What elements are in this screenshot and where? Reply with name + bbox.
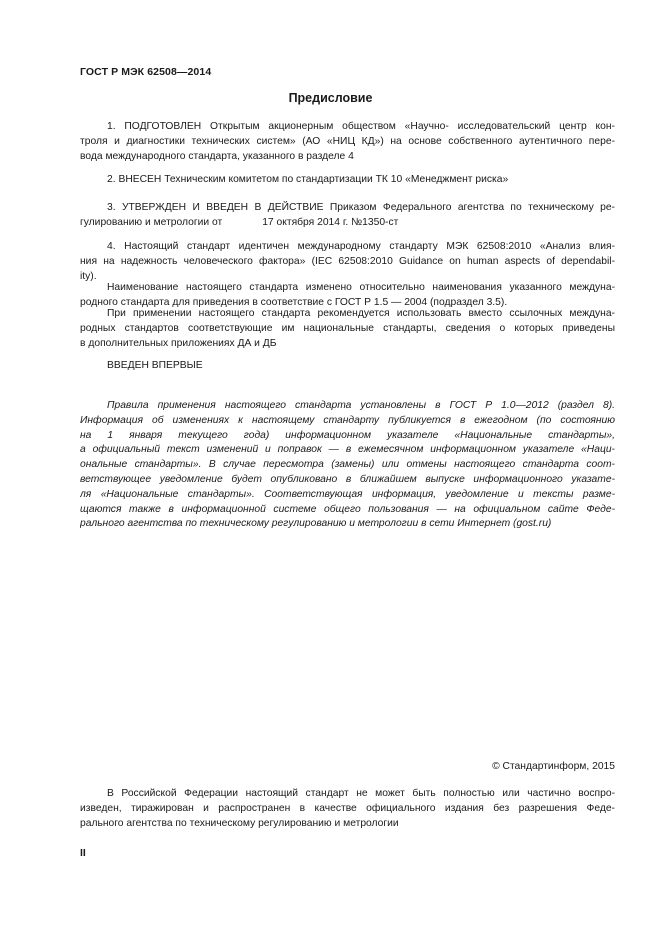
text-line: родных стандартов соответствующие им национальные стандарты, сведения о которых приведены	[80, 322, 615, 334]
first-introduced	[80, 359, 615, 374]
text-line: ля «Национальные стандарты». Соответствующая информация, уведомление и тексты разме-	[80, 488, 615, 500]
text-line: 3. УТВЕРЖДЕН И ВВЕДЕН В ДЕЙСТВИЕ Приказом Федерального агентства по техническому ре-	[107, 202, 615, 213]
page-title: Предисловие	[288, 91, 373, 105]
text-fragment: гулированию и метрологии от	[80, 216, 223, 228]
references-paragraph	[80, 307, 615, 351]
text-line: В Российской Федерации настоящий стандарт не может быть полностью или частично воспро-	[107, 788, 615, 799]
text-line: щаются также в информационной системе общего пользования — на официальном сайте Феде-	[80, 503, 615, 515]
reproduction-notice	[80, 787, 615, 831]
text-line: на 1 января текущего года) информационном указателе «Национальные стандарты»,	[80, 429, 615, 441]
text-line: вода международного стандарта, указанного в разделе 4	[80, 150, 354, 162]
text-line: в дополнительных приложениях ДА и ДБ	[80, 337, 277, 349]
text-line: При применении настоящего стандарта рекомендуется использовать вместо ссылочных междуна-	[107, 308, 615, 319]
text-line: рального агентства по техническому регулированию и метрологии в сети Интернет (gost.ru)	[80, 518, 552, 530]
text-line: ональные стандарты». В случае пересмотра (замены) или отмены настоящего стандарта соот-	[80, 459, 615, 471]
standard-code-header: ГОСТ Р МЭК 62508—2014	[80, 66, 212, 78]
text-line: рального агентства по техническому регулированию и метрологии	[80, 817, 399, 829]
order-date: 17 октября 2014 г. №1350-ст	[262, 216, 399, 228]
text-line: родного стандарта для приведения в соответствие с ГОСТ Р 1.5 — 2004 (подраздел 3.5).	[80, 296, 508, 308]
text-line: ния на надежность человеческого фактора» (IEC 62508:2010 Guidance on human aspects of dependabil-	[80, 255, 615, 267]
text-line: 4. Настоящий стандарт идентичен международному стандарту МЭК 62508:2010 «Анализ влия-	[107, 241, 615, 252]
text-line: а официальный текст изменений и поправок — в ежемесячном информационном указателе «Наци-	[80, 444, 615, 456]
text-line: ity).	[80, 270, 97, 282]
text-line: изведен, тиражирован и распространен в качестве официального издания без разрешения Феде-	[80, 802, 615, 814]
page-number: II	[80, 847, 86, 859]
text-line: Правила применения настоящего стандарта установлены в ГОСТ Р 1.0—2012 (раздел 8).	[107, 400, 615, 411]
text-line	[80, 216, 615, 231]
item-3-approved	[80, 201, 615, 231]
text-line: 1. ПОДГОТОВЛЕН Открытым акционерным обществом «Научно- исследовательский центр кон-	[107, 121, 615, 132]
text-line: ВВЕДЕН ВПЕРВЫЕ	[107, 360, 203, 371]
text-line: 2. ВНЕСЕН Техническим комитетом по стандартизации ТК 10 «Менеджмент риска»	[107, 174, 509, 185]
item-1-prepared-by	[80, 120, 615, 164]
item-4-identical-standard	[80, 240, 615, 284]
item-2-submitted-by	[80, 173, 615, 188]
text-line: Наименование настоящего стандарта изменено относительно наименования указанного междунa-	[107, 282, 615, 293]
text-line: ветствующее уведомление будет опубликовано в ближайшем выпуске информационного указате-	[80, 473, 615, 485]
text-line: Информация об изменениях к настоящему стандарту публикуется в ежегодном (по состоянию	[80, 414, 615, 426]
copyright-notice: © Стандартинформ, 2015	[492, 761, 615, 772]
rules-note-paragraph	[80, 399, 615, 532]
text-line: троля и диагностики технических систем» (АО «НИЦ КД») на основе собственного аутентичного пере-	[80, 135, 615, 147]
